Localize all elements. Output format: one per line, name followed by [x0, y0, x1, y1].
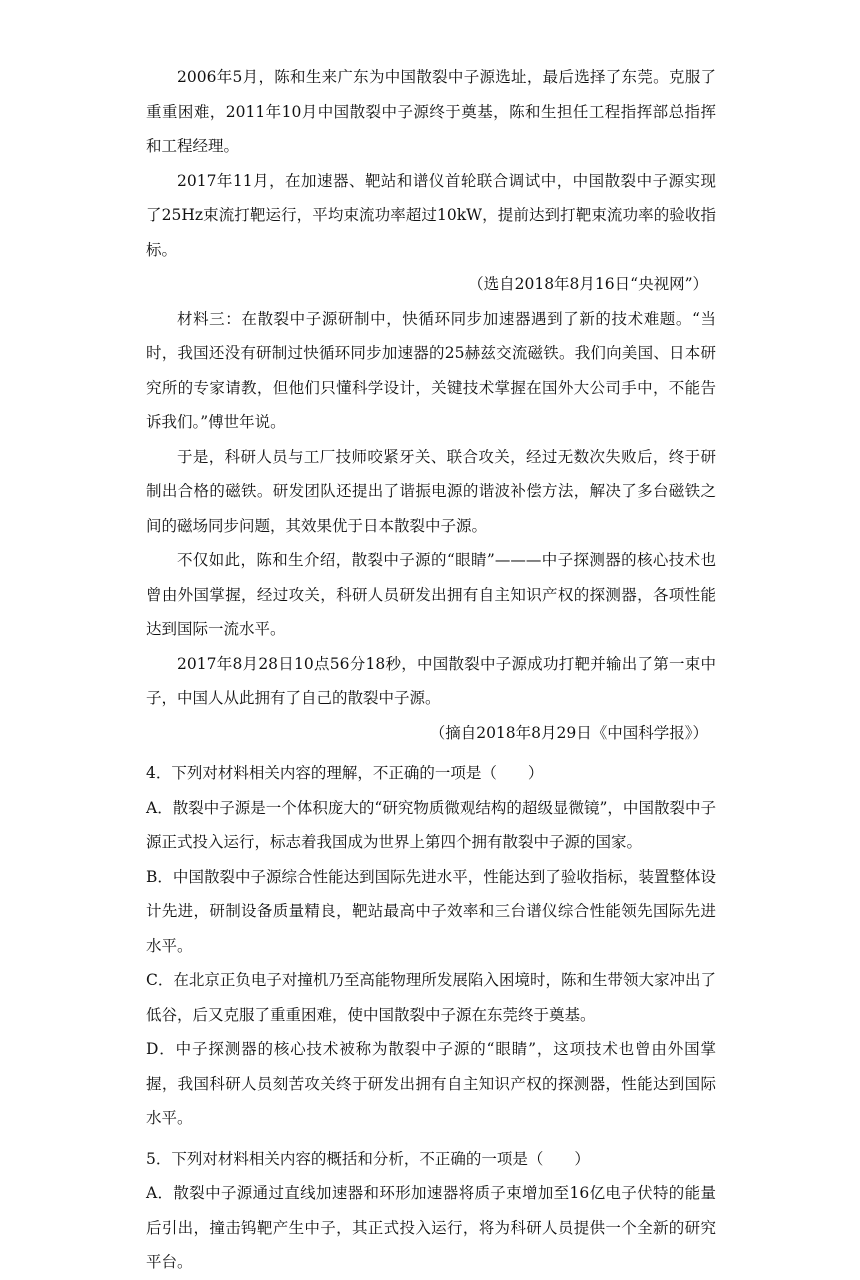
document-page: [146, 60, 716, 1280]
question-4-option-a: A．散裂中子源是一个体积庞大的“研究物质微观结构的超级显微镜”，中国散裂中子源正式投入运行，标志着我国成为世界上第四个拥有散裂中子源的国家。: [146, 798, 716, 851]
paragraph-first-beam: 2017年8月28日10点56分18秒，中国散裂中子源成功打靶并输出了第一束中子，中国人从此拥有了自己的散裂中子源。: [146, 654, 716, 707]
question-4-stem: 4．下列对材料相关内容的理解，不正确的一项是（ ）: [146, 764, 544, 782]
paragraph-beam-test: 2017年11月，在加速器、靶站和谱仪首轮联合调试中，中国散裂中子源实现了25Hz束流打靶运行，平均束流功率超过10kW，提前达到打靶束流功率的验收指标。: [146, 171, 716, 259]
paragraph-site-selection: 2006年5月，陈和生来广东为中国散裂中子源选址，最后选择了东莞。克服了重重困难，2011年10月中国散裂中子源终于奠基，陈和生担任工程指挥部总指挥和工程经理。: [146, 68, 716, 155]
paragraph-neutron-detector: 不仅如此，陈和生介绍，散裂中子源的“眼睛”———中子探测器的核心技术也曾由外国掌握，经过攻关，科研人员研发出拥有自主知识产权的探测器，各项性能达到国际一流水平。: [146, 551, 716, 638]
source-citation-cctv: （选自2018年8月16日“央视网”）: [468, 275, 708, 293]
question-5-option-a: A．散裂中子源通过直线加速器和环形加速器将质子束增加至16亿电子伏特的能量后引出，撞击钨靶产生中子，其正式投入运行，将为科研人员提供一个全新的研究平台。: [146, 1184, 716, 1271]
paragraph-material-three: 材料三：在散裂中子源研制中，快循环同步加速器遇到了新的技术难题。“当时，我国还没有研制过快循环同步加速器的25赫兹交流磁铁。我们向美国、日本研究所的专家请教，但他们只懂科学设计，关键技术掌握在国外大公司手中，不能告诉我们。”傅世年说。: [146, 309, 716, 431]
question-4-option-b: B．中国散裂中子源综合性能达到国际先进水平，性能达到了验收指标，装置整体设计先进，研制设备质量精良，靶站最高中子效率和三台谱仪综合性能领先国际先进水平。: [146, 867, 716, 955]
paragraph-magnet-development: 于是，科研人员与工厂技师咬紧牙关、联合攻关，经过无数次失败后，终于研制出合格的磁铁。研发团队还提出了谐振电源的谐波补偿方法，解决了多台磁铁之间的磁场同步问题，其效果优于日本散裂中子源。: [146, 447, 716, 535]
question-4-option-d: D．中子探测器的核心技术被称为散裂中子源的“眼睛”，这项技术也曾由外国掌握，我国科研人员刻苦攻关终于研发出拥有自主知识产权的探测器，性能达到国际水平。: [146, 1040, 716, 1127]
source-citation-science-news: （摘自2018年8月29日《中国科学报》）: [429, 723, 708, 742]
question-5-stem: 5．下列对材料相关内容的概括和分析，不正确的一项是（ ）: [146, 1149, 590, 1168]
question-4-option-c: C．在北京正负电子对撞机乃至高能物理所发展陷入困境时，陈和生带领大家冲出了低谷，后又克服了重重困难，使中国散裂中子源在东莞终于奠基。: [146, 971, 716, 1024]
